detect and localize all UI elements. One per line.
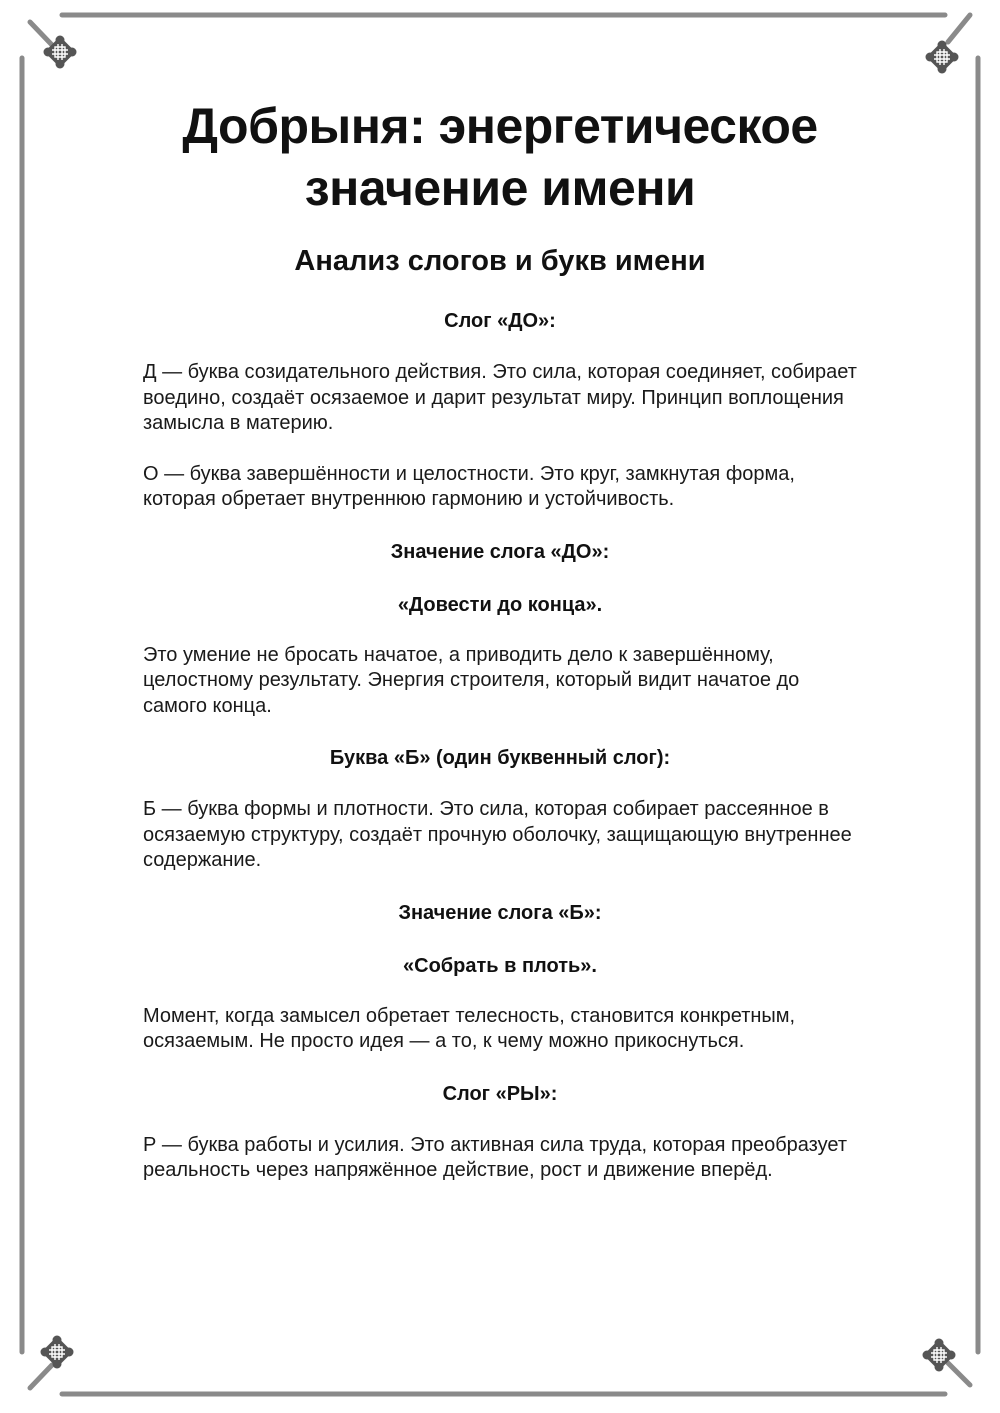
paragraph-meaning-b: Момент, когда замысел обретает телесность, становится конкретным, осязаемым. Не просто идея — а то, к чему можно прикоснуться. bbox=[143, 1004, 796, 1052]
page-title-line-2: значение имени bbox=[304, 160, 696, 216]
heading-letter-b: Буква «Б» (один буквенный слог): bbox=[329, 747, 671, 769]
corner-ornament-icon bbox=[926, 41, 959, 74]
heading-quote-b: «Собрать в плоть». bbox=[403, 954, 597, 977]
paragraph-letter-d: Д — буква созидательного действия. Это сила, которая соединяет, собирает воедино, создаёт осязаемое и дарит результат миру. Принцип воплощения замысла в материю. bbox=[143, 361, 857, 434]
heading-quote-do: «Довести до конца». bbox=[397, 593, 603, 616]
heading-syllable-ry: Слог «РЫ»: bbox=[442, 1082, 558, 1105]
paragraph-meaning-do: Это умение не бросать начатое, а приводить дело к завершённому, целостному результату. Энергия строителя, который видит начатое до самого конца. bbox=[143, 643, 800, 717]
paragraph-letter-b: Б — буква формы и плотности. Это сила, которая собирает рассеянное в осязаемую структуру, создаёт прочную оболочку, защищающую внутреннее содержание. bbox=[143, 798, 852, 871]
heading-meaning-b: Значение слога «Б»: bbox=[398, 901, 602, 924]
corner-ornament-icon bbox=[41, 1336, 74, 1369]
paragraph-letter-r: Р — буква работы и усилия. Это активная сила труда, которая преобразует реальность через напряжённое действие, рост и движение вперёд. bbox=[143, 1133, 848, 1181]
section-title: Анализ слогов и букв имени bbox=[294, 245, 706, 277]
page-title-line-1: Добрыня: энергетическое bbox=[182, 98, 818, 154]
paragraph-letter-o: О — буква завершённости и целостности. Это круг, замкнутая форма, которая обретает внутреннюю гармонию и устойчивость. bbox=[143, 462, 795, 510]
heading-meaning-do: Значение слога «ДО»: bbox=[390, 540, 610, 563]
heading-syllable-do: Слог «ДО»: bbox=[444, 310, 556, 332]
page-title bbox=[143, 95, 857, 219]
document-content bbox=[143, 95, 857, 1184]
